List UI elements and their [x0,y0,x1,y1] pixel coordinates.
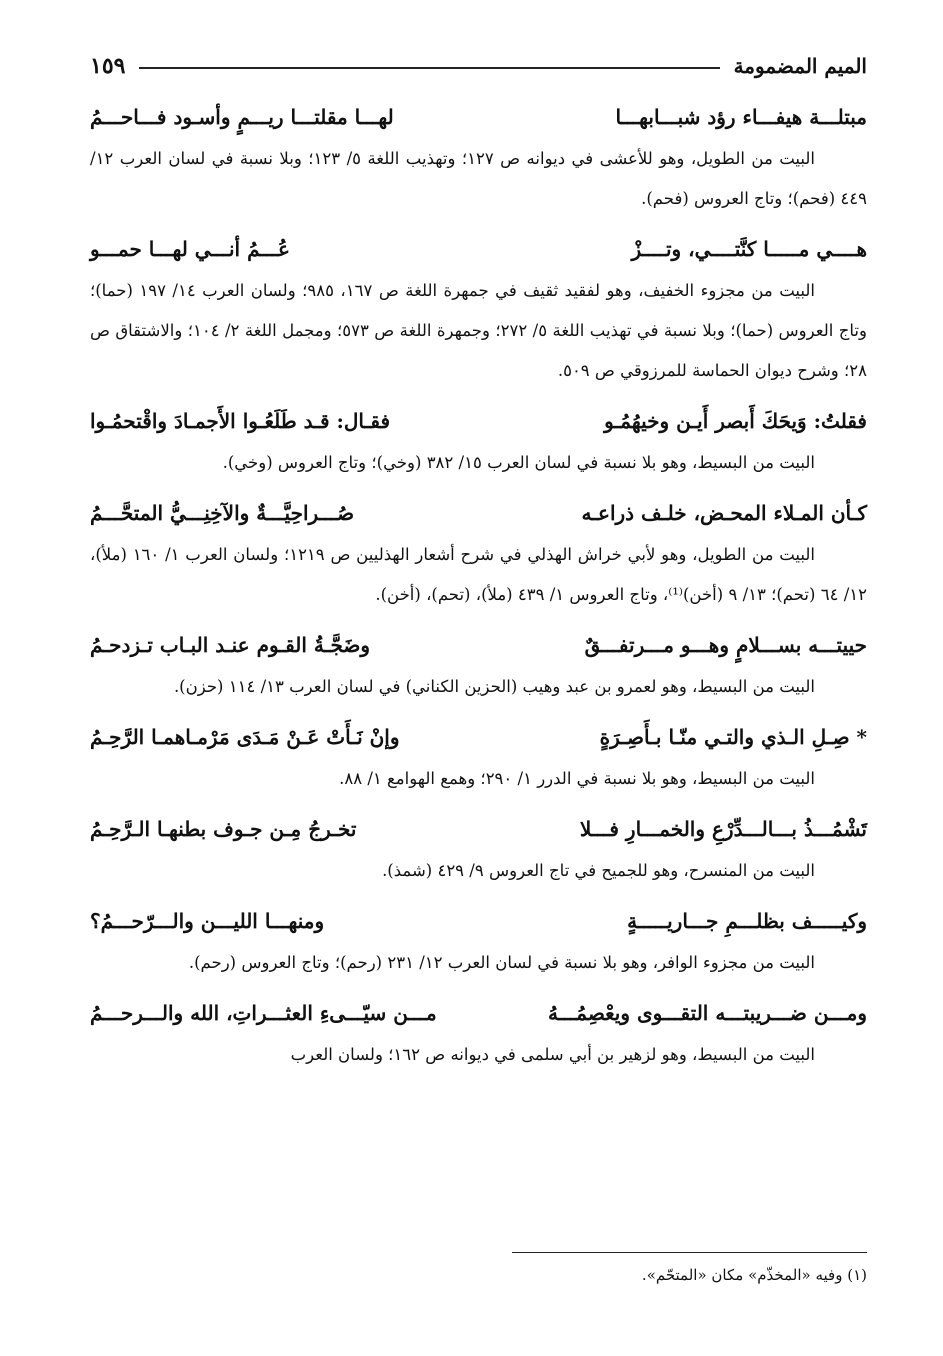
verse-commentary: البيت من الطويل، وهو للأعشى في ديوانه ص ١٢٧؛ وتهذيب اللغة ٥/ ١٢٣؛ وبلا نسبة في لسان العرب ١٢/ ٤٤٩ (فحم)؛ وتاج العروس (فحم). [90,149,867,208]
verse-first-hemistich: حييتـــه بســـلامٍ وهـــو مـــرتفـــقٌ [584,633,867,657]
verse-line [90,991,867,1035]
poem-entry [90,899,867,983]
verse-second-hemistich: وإنْ نَـأَتْ عَـنْ مَـدَى مَرْمـاهمـا الرَّحِـمُ [90,725,400,749]
verse-commentary: البيت من مجزوء الوافر، وهو بلا نسبة في لسان العرب ١٢/ ٢٣١ (رحم)؛ وتاج العروس (رحم). [188,953,815,972]
poem-entry [90,227,867,391]
verse-first-hemistich: مبتلـــة هيفـــاء رؤد شبـــابهـــا [615,105,867,129]
verse-line [90,95,867,139]
verse-line [90,399,867,443]
poem-entry [90,95,867,219]
verse-commentary: البيت من البسيط، وهو بلا نسبة في الدرر ١/ ٢٩٠؛ وهمع الهوامع ١/ ٨٨. [339,769,815,788]
verse-commentary: البيت من البسيط، وهو لزهير بن أبي سلمى في ديوانه ص ١٦٢؛ ولسان العرب [290,1045,815,1064]
verse-first-hemistich: * صِـلِ الـذي والتـي منّـا بـأَصِـرَةٍ [599,725,867,749]
verse-first-hemistich: تَشْمُـــذُ بـــالـــدِّرْعِ والخمـــارِ فـــلا [579,817,867,841]
poem-entry [90,623,867,707]
verse-line [90,807,867,851]
verse-line [90,623,867,667]
poem-entry [90,807,867,891]
footnote-divider [512,1252,867,1253]
page-header [90,46,867,86]
verse-first-hemistich: فقلتُ: وَيحَكَ أَبصر أَيـن وخيهُمُـو [604,409,867,433]
verse-first-hemistich: وكيـــــف بظلـــمِ جـــاريـــــةٍ [627,909,867,933]
verse-second-hemistich: فقـال: قـد طَلَعُـوا الأَجمـادَ واقْتحمُـوا [90,409,391,433]
verse-commentary: البيت من مجزوء الخفيف، وهو لفقيد ثقيف في جمهرة اللغة ص ١٦٧، ٩٨٥؛ ولسان العرب ١٤/ ١٩٧ (حما)؛ وتاج العروس (حما)؛ وبلا نسبة في تهذيب اللغة ٥/ ٢٧٢؛ وجمهرة اللغة ص ٥٧٣؛ ومجمل اللغة ٢/ ١٠٤؛ والاشتقاق ص ٢٨؛ وشرح ديوان الحماسة للمرزوقي ص ٥٠٩. [90,281,867,380]
poem-entry [90,715,867,799]
verse-commentary: البيت من الطويل، وهو لأبي خراش الهذلي في شرح أشعار الهذليين ص ١٢١٩؛ ولسان العرب ١/ ١٦٠ (ملأ)، ١٢/ ٦٤ (تحم)؛ ١٣/ ٩ (أخن)⁽¹⁾، وتاج العروس ١/ ٤٣٩ (ملأ)، (تحم)، (أخن). [90,545,867,604]
poem-entry [90,991,867,1075]
verse-line [90,715,867,759]
verse-first-hemistich: ومـــن ضـــريبتـــه التقـــوى ويعْصِمُـــهُ [547,1001,867,1025]
page-body [90,95,867,1083]
verse-commentary: البيت من البسيط، وهو لعمرو بن عبد وهيب (الحزين الكناني) في لسان العرب ١٣/ ١١٤ (حزن). [173,677,815,696]
chapter-title: الميم المضمومة [733,54,867,78]
verse-first-hemistich: هــــي مـــــا كنَّتــــي، وتــــزْ [631,237,867,261]
footnote: (١) وفيه «المخذّم» مكان «المتحّم». [641,1266,867,1284]
verse-commentary: البيت من البسيط، وهو بلا نسبة في لسان العرب ١٥/ ٣٨٢ (وخي)؛ وتاج العروس (وخي). [222,453,815,472]
poem-entry [90,491,867,615]
poem-entry [90,399,867,483]
verse-commentary: البيت من المنسرح، وهو للجميح في تاج العروس ٩/ ٤٢٩ (شمذ). [382,861,815,880]
verse-second-hemistich: لهـــا مقلتـــا ريـــمٍ وأسـود فـــاحـــمُ [90,105,394,129]
verse-second-hemistich: عُـــمُ أنـــي لهـــا حمـــو [90,237,290,261]
verse-line [90,491,867,535]
verse-second-hemistich: صُـــراحِيَّـــةٌ والآخِنِـــيُّ المتحَّـــمُ [90,501,355,525]
verse-line [90,899,867,943]
page-number: ١٥٩ [90,53,126,79]
verse-second-hemistich: وضَجَّـةُ القـوم عنـد البـاب تـزدحـمُ [90,633,371,657]
header-rule [139,67,719,69]
verse-second-hemistich: تخـرجُ مِـن جـوف بطنهـا الـرَّحِـمُ [90,817,357,841]
verse-second-hemistich: ومنهـــا الليـــن والـــرّحـــمُ؟ [90,909,325,933]
verse-second-hemistich: مـــن سيّـــىءِ العثـــراتِ، الله والـــرحـــمُ [90,1001,437,1025]
verse-first-hemistich: كـأن المـلاء المحـض، خلـف ذراعـه [581,501,867,525]
verse-line [90,227,867,271]
